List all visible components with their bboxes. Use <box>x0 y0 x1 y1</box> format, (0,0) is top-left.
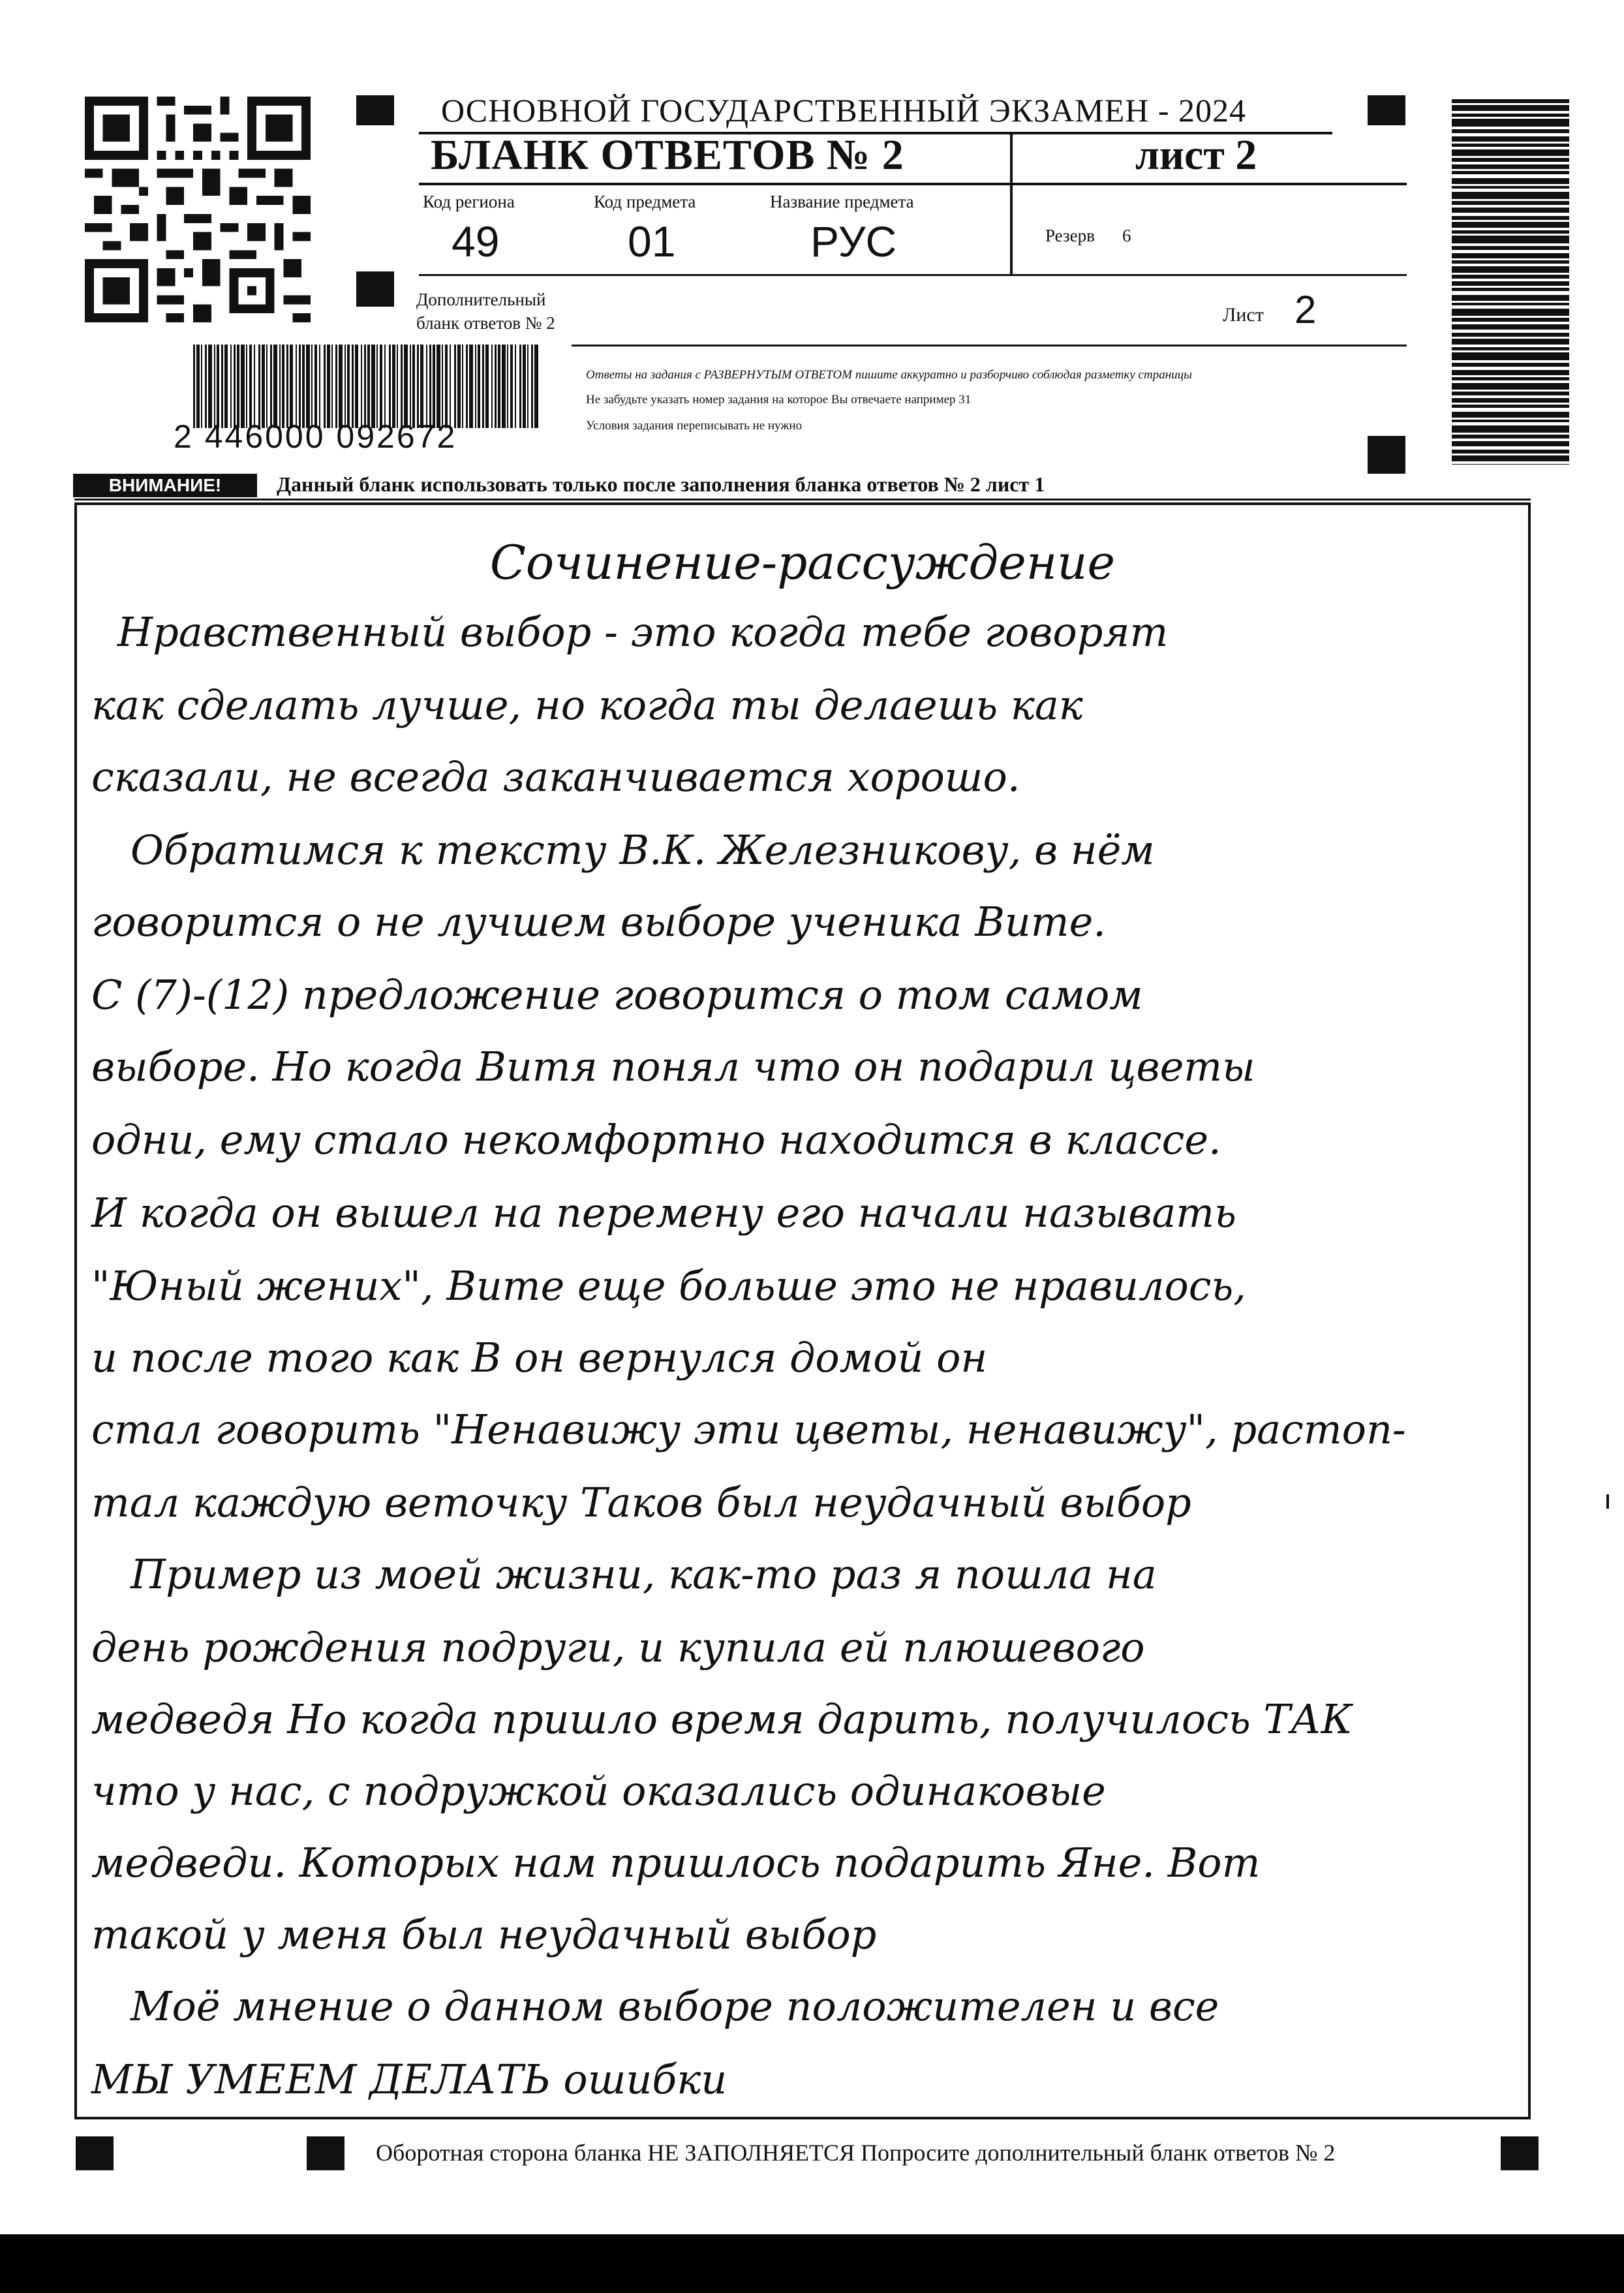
essay-line: сказали, не всегда заканчивается хорошо. <box>91 753 1020 801</box>
essay-line: выборе. Но когда Витя понял что он подарил цветы <box>91 1043 1255 1090</box>
essay-line: и после того как В он вернулся домой он <box>91 1334 988 1381</box>
essay-line: как сделать лучше, но когда ты делаешь как <box>91 681 1083 729</box>
header-rule <box>419 183 1407 185</box>
registration-marker <box>356 95 394 125</box>
essay-line: такой у меня был неудачный выбор <box>91 1911 877 1958</box>
instruction-line: Не забудьте указать номер задания на которое Вы отвечаете например 31 <box>586 393 972 407</box>
sheet-number: 2 <box>1295 288 1317 331</box>
essay-line: С (7)-(12) предложение говорится о том самом <box>91 971 1143 1019</box>
reserve-label: Резерв <box>1045 226 1095 245</box>
instruction-line: Ответы на задания с РАЗВЕРНУТЫМ ОТВЕТОМ пишите аккуратно и разборчиво соблюдая разметку страницы <box>586 368 1192 382</box>
essay-line: "Юный жених", Вите еще больше это не нравилось, <box>91 1262 1246 1310</box>
region-code: 49 <box>452 217 500 266</box>
additional-label: Дополнительный <box>416 290 546 309</box>
sheet-title: лист 2 <box>1135 131 1257 179</box>
additional-label: бланк ответов № 2 <box>416 313 555 333</box>
registration-marker <box>1501 2136 1539 2170</box>
qr-code <box>84 97 312 322</box>
form-title: БЛАНК ОТВЕТОВ № 2 <box>431 131 904 179</box>
additional-rule <box>572 345 1407 346</box>
essay-line: Моё мнение о данном выборе положителен и все <box>130 1982 1219 2030</box>
essay-title: Сочинение-рассуждение <box>489 535 1116 590</box>
essay-line: говорится о не лучшем выборе ученика Вите. <box>91 898 1106 946</box>
essay-line: стал говорить "Ненавижу эти цветы, ненавижу", растоп- <box>91 1406 1406 1453</box>
essay-line: Пример из моей жизни, как-то раз я пошла на <box>130 1550 1157 1598</box>
region-label: Код региона <box>423 192 515 211</box>
footer-note: Оборотная сторона бланка НЕ ЗАПОЛНЯЕТСЯ Попросите дополнительный бланк ответов № 2 <box>376 2140 1336 2166</box>
essay-line: медведя Но когда пришло время дарить, получилось ТАК <box>91 1695 1353 1743</box>
registration-marker <box>1368 95 1405 125</box>
registration-marker <box>356 271 394 307</box>
essay-line: одни, ему стало некомфортно находится в классе. <box>91 1116 1221 1163</box>
codes-rule <box>419 274 1407 276</box>
reserve-value: 6 <box>1122 226 1131 245</box>
subject-code-label: Код предмета <box>594 192 696 211</box>
registration-marker <box>76 2136 114 2170</box>
warning-badge: ВНИМАНИЕ! <box>73 474 257 497</box>
essay-line: МЫ УМЕЕМ ДЕЛАТЬ ошибки <box>91 2055 728 2103</box>
essay-line: медведи. Которых нам пришлось подарить Яне. Вот <box>91 1839 1261 1886</box>
header-divider <box>1010 133 1013 275</box>
warning-text: Данный бланк использовать только после заполнения бланка ответов № 2 лист 1 <box>277 472 1045 496</box>
barcode-number: 2 446000 092672 <box>174 418 457 455</box>
sheet-number-label: Лист <box>1223 304 1264 326</box>
registration-marker <box>307 2136 345 2170</box>
essay-line: Нравственный выбор - это когда тебе говорят <box>117 608 1169 656</box>
essay-line: И когда он вышел на перемену его начали называть <box>91 1189 1236 1237</box>
essay-line: что у нас, с подружкой оказались одинаковые <box>91 1767 1106 1815</box>
subject-code: 01 <box>628 217 676 266</box>
subject-name: РУС <box>810 217 897 266</box>
subject-name-label: Название предмета <box>770 192 914 211</box>
exam-title: ОСНОВНОЙ ГОСУДАРСТВЕННЫЙ ЭКЗАМЕН - 2024 <box>441 92 1246 129</box>
essay-line: Обратимся к тексту В.К. Железникову, в нём <box>130 826 1155 874</box>
barcode-horizontal <box>193 345 540 428</box>
essay-line: тал каждую веточку Таков был неудачный выбор <box>91 1479 1191 1526</box>
essay-line: день рождения подруги, и купила ей плюшевого <box>91 1624 1145 1671</box>
instruction-line: Условия задания переписывать не нужно <box>586 419 803 433</box>
scan-border <box>0 2234 1624 2293</box>
registration-marker <box>1368 436 1405 474</box>
warning-rule <box>74 499 1531 500</box>
barcode-vertical <box>1452 99 1569 466</box>
scan-mark <box>1606 1494 1609 1509</box>
